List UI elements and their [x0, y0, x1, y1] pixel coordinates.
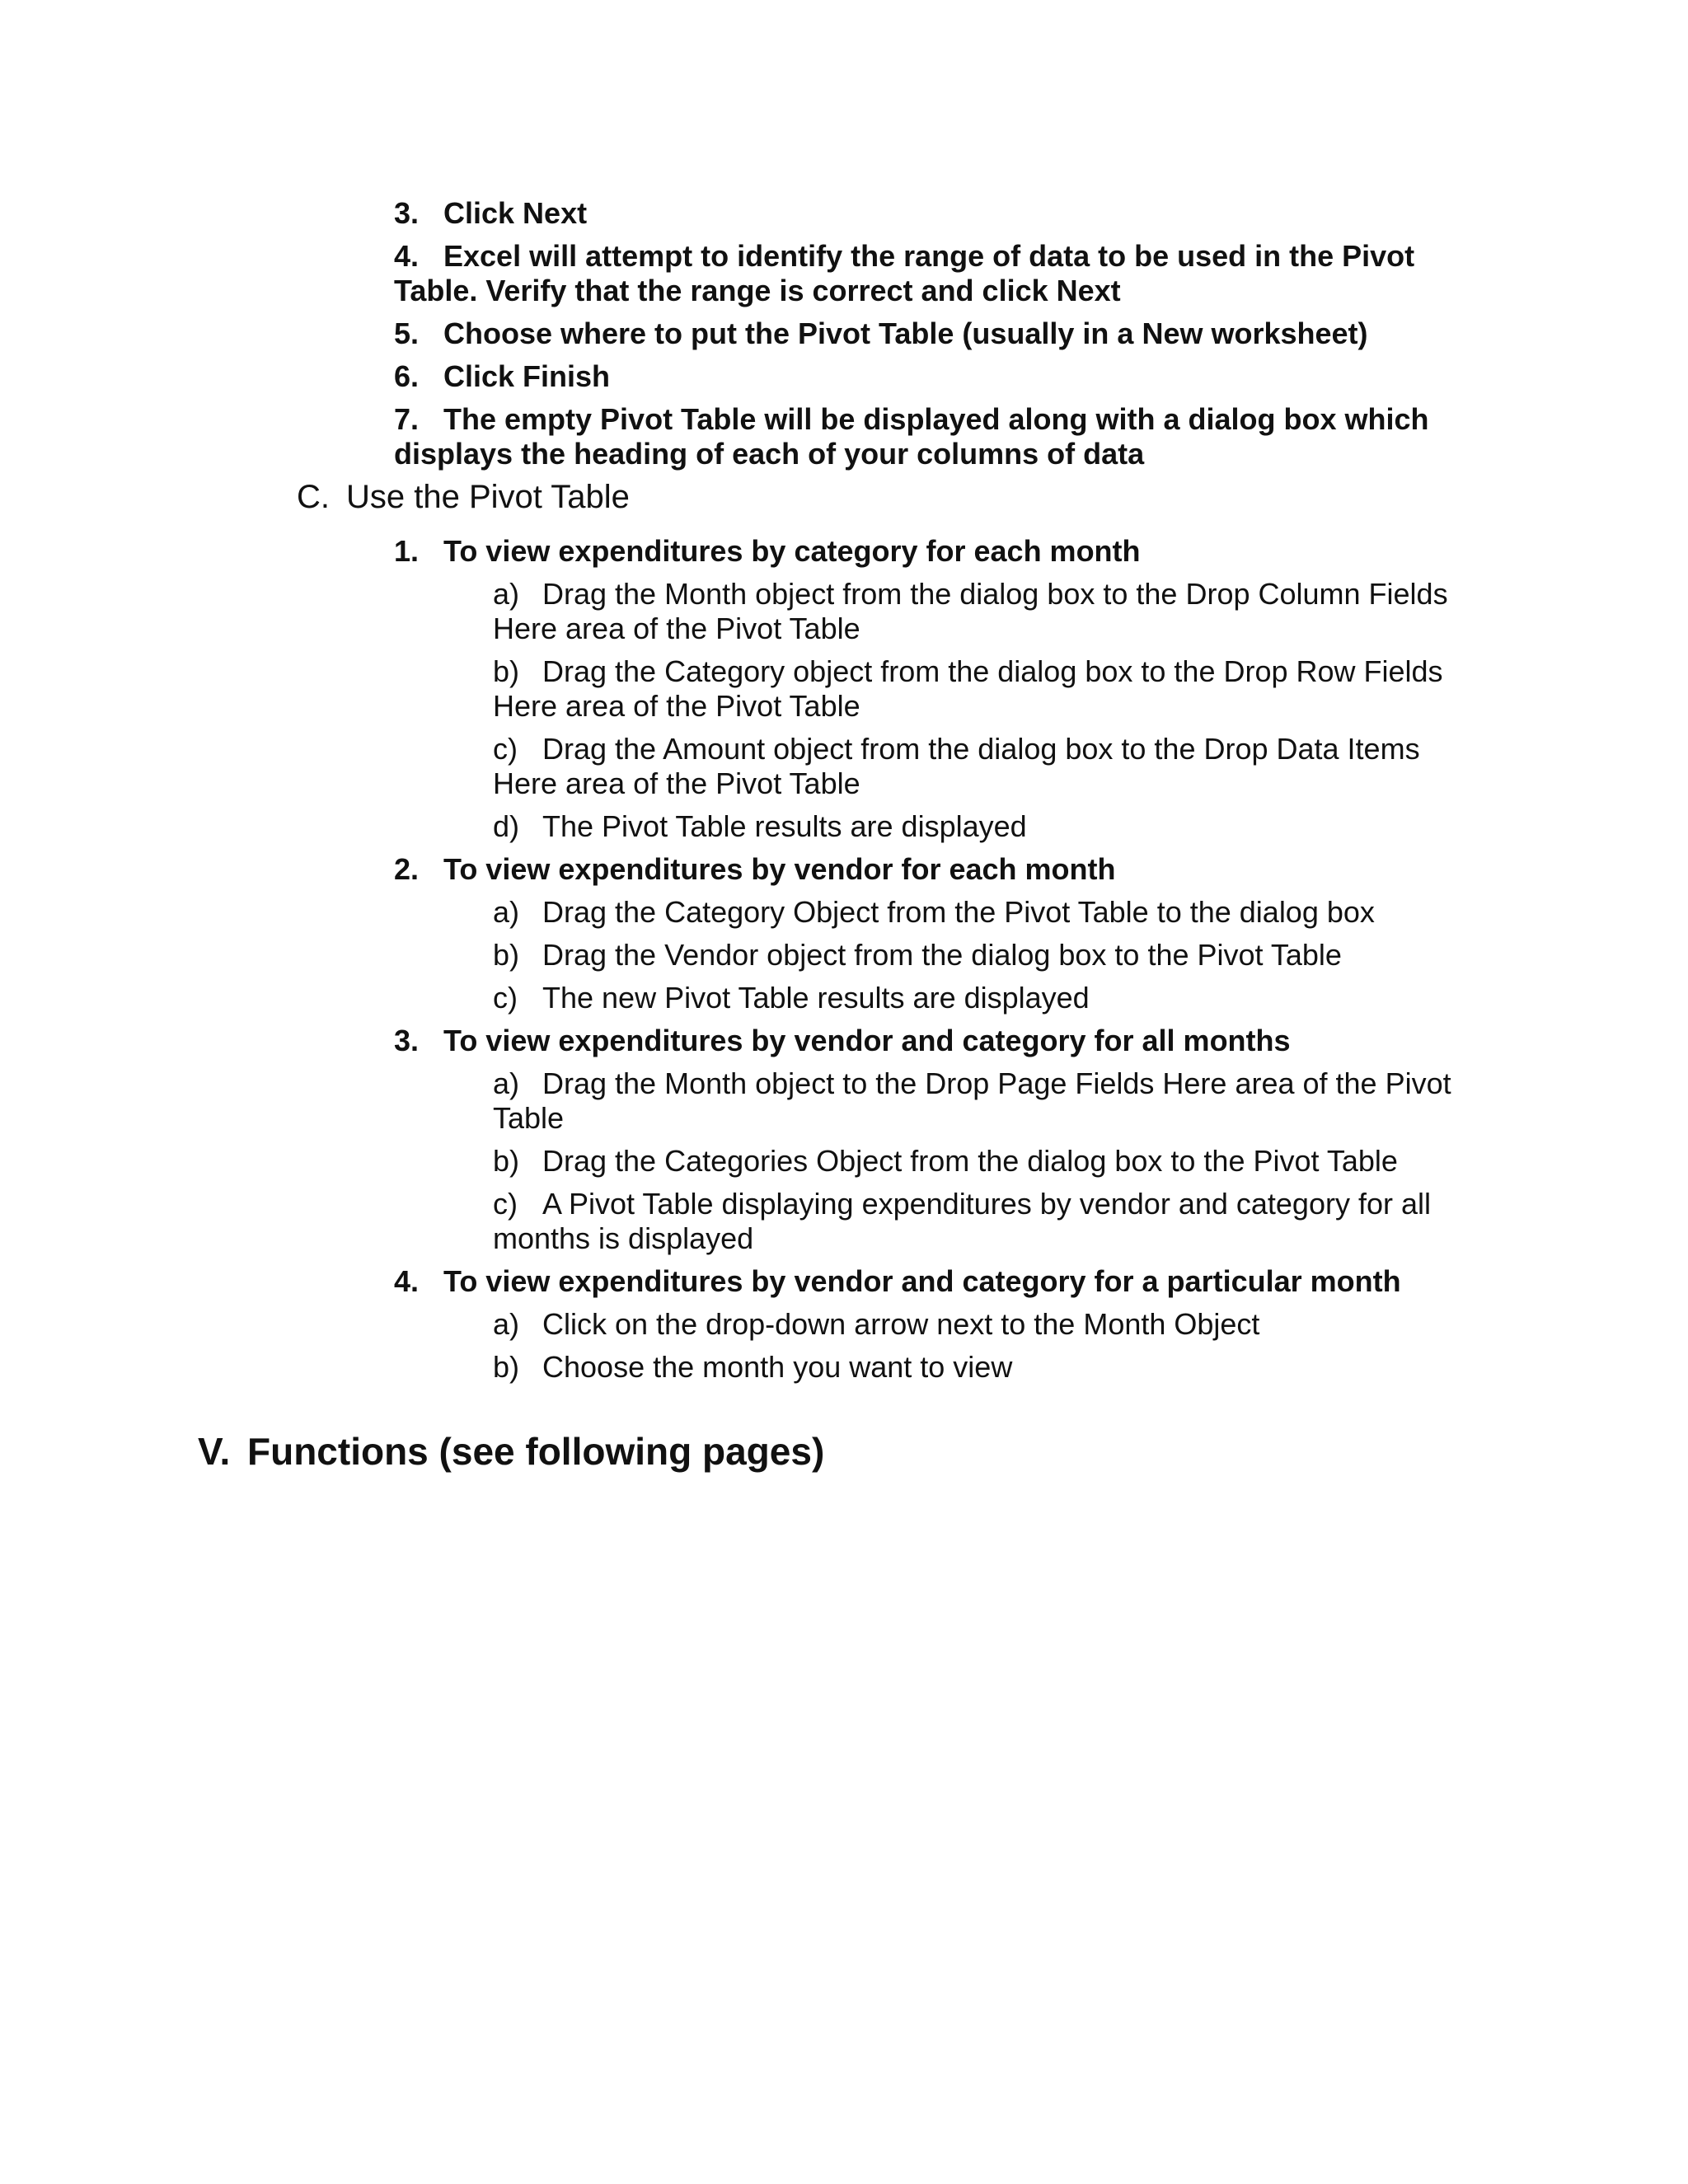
step-number: 5.: [394, 316, 420, 350]
step-letter: c): [493, 732, 518, 766]
section-title: Functions (see following pages): [247, 1430, 825, 1473]
task-1-step-b-continuation: Here area of the Pivot Table: [493, 689, 860, 723]
step-text: Drag the Month object from the dialog box to the Drop Column Fields: [542, 577, 1448, 611]
step-letter: a): [493, 1066, 520, 1100]
task-4: [394, 1264, 1401, 1299]
task-number: 3.: [394, 1024, 420, 1057]
step-letter: b): [493, 938, 520, 972]
step-letter: b): [493, 654, 520, 688]
task-text: To view expenditures by vendor and category for all months: [443, 1024, 1291, 1057]
task-2-step-c: [493, 981, 1090, 1015]
task-text: To view expenditures by vendor for each month: [443, 852, 1116, 886]
step-7: [394, 402, 1429, 437]
task-1-step-b: [493, 654, 1443, 689]
section-v-heading: [198, 1430, 825, 1473]
step-text: The Pivot Table results are displayed: [542, 809, 1027, 843]
step-text: Click Finish: [443, 359, 611, 393]
step-6: [394, 359, 610, 394]
task-4-step-b: [493, 1350, 1012, 1385]
section-title: Use the Pivot Table: [346, 479, 630, 515]
step-text: Drag the Categories Object from the dialog box to the Pivot Table: [542, 1144, 1398, 1178]
task-3-step-a: [493, 1066, 1451, 1101]
step-3: [394, 196, 587, 231]
step-text: The new Pivot Table results are displayed: [542, 981, 1090, 1015]
step-text: Click Next: [443, 196, 588, 230]
step-number: 7.: [394, 402, 420, 436]
task-3-step-a-continuation: Table: [493, 1101, 565, 1135]
step-text: The empty Pivot Table will be displayed along with a dialog box which: [443, 402, 1429, 436]
task-text: To view expenditures by vendor and category for a particular month: [443, 1264, 1401, 1298]
task-4-step-a: [493, 1307, 1259, 1342]
task-2: [394, 852, 1115, 887]
step-text: Drag the Category Object from the Pivot Table to the dialog box: [542, 895, 1375, 929]
task-2-step-a: [493, 895, 1375, 930]
section-c-heading: [297, 480, 630, 514]
step-7-continuation: displays the heading of each of your columns of data: [394, 437, 1145, 471]
step-number: 4.: [394, 239, 420, 273]
task-number: 4.: [394, 1264, 420, 1298]
step-text: Choose where to put the Pivot Table (usually in a New worksheet): [443, 316, 1368, 350]
step-text: Choose the month you want to view: [542, 1350, 1013, 1384]
step-text: Click on the drop-down arrow next to the Month Object: [542, 1307, 1260, 1341]
step-letter: c): [493, 1187, 518, 1221]
step-letter: a): [493, 577, 520, 611]
step-text: A Pivot Table displaying expenditures by vendor and category for all: [542, 1187, 1431, 1221]
task-2-step-b: [493, 938, 1342, 972]
task-number: 1.: [394, 534, 420, 568]
step-4-continuation: Table. Verify that the range is correct and click Next: [394, 274, 1121, 307]
step-4: [394, 239, 1414, 274]
task-1-step-d: [493, 809, 1027, 844]
step-number: 3.: [394, 196, 420, 230]
task-1-step-c: [493, 732, 1420, 766]
step-text: Excel will attempt to identify the range of data to be used in the Pivot: [443, 239, 1415, 273]
task-3: [394, 1024, 1291, 1058]
task-3-step-c: [493, 1187, 1431, 1221]
step-text: Drag the Category object from the dialog box to the Drop Row Fields: [542, 654, 1443, 688]
task-3-step-c-continuation: months is displayed: [493, 1221, 754, 1255]
task-text: To view expenditures by category for each month: [443, 534, 1141, 568]
task-3-step-b: [493, 1144, 1398, 1179]
section-numeral: V.: [198, 1430, 231, 1473]
step-letter: a): [493, 1307, 520, 1341]
task-number: 2.: [394, 852, 420, 886]
step-letter: b): [493, 1350, 520, 1384]
task-1: [394, 534, 1141, 569]
step-letter: b): [493, 1144, 520, 1178]
step-letter: a): [493, 895, 520, 929]
task-1-step-a-continuation: Here area of the Pivot Table: [493, 612, 860, 645]
step-text: Drag the Vendor object from the dialog box to the Pivot Table: [542, 938, 1342, 972]
task-1-step-c-continuation: Here area of the Pivot Table: [493, 766, 860, 800]
step-5: [394, 316, 1368, 351]
step-letter: c): [493, 981, 518, 1015]
step-text: Drag the Amount object from the dialog box to the Drop Data Items: [542, 732, 1420, 766]
step-text: Drag the Month object to the Drop Page Fields Here area of the Pivot: [542, 1066, 1451, 1100]
step-letter: d): [493, 809, 520, 843]
step-number: 6.: [394, 359, 420, 393]
task-1-step-a: [493, 577, 1448, 612]
section-letter: C.: [297, 479, 330, 515]
